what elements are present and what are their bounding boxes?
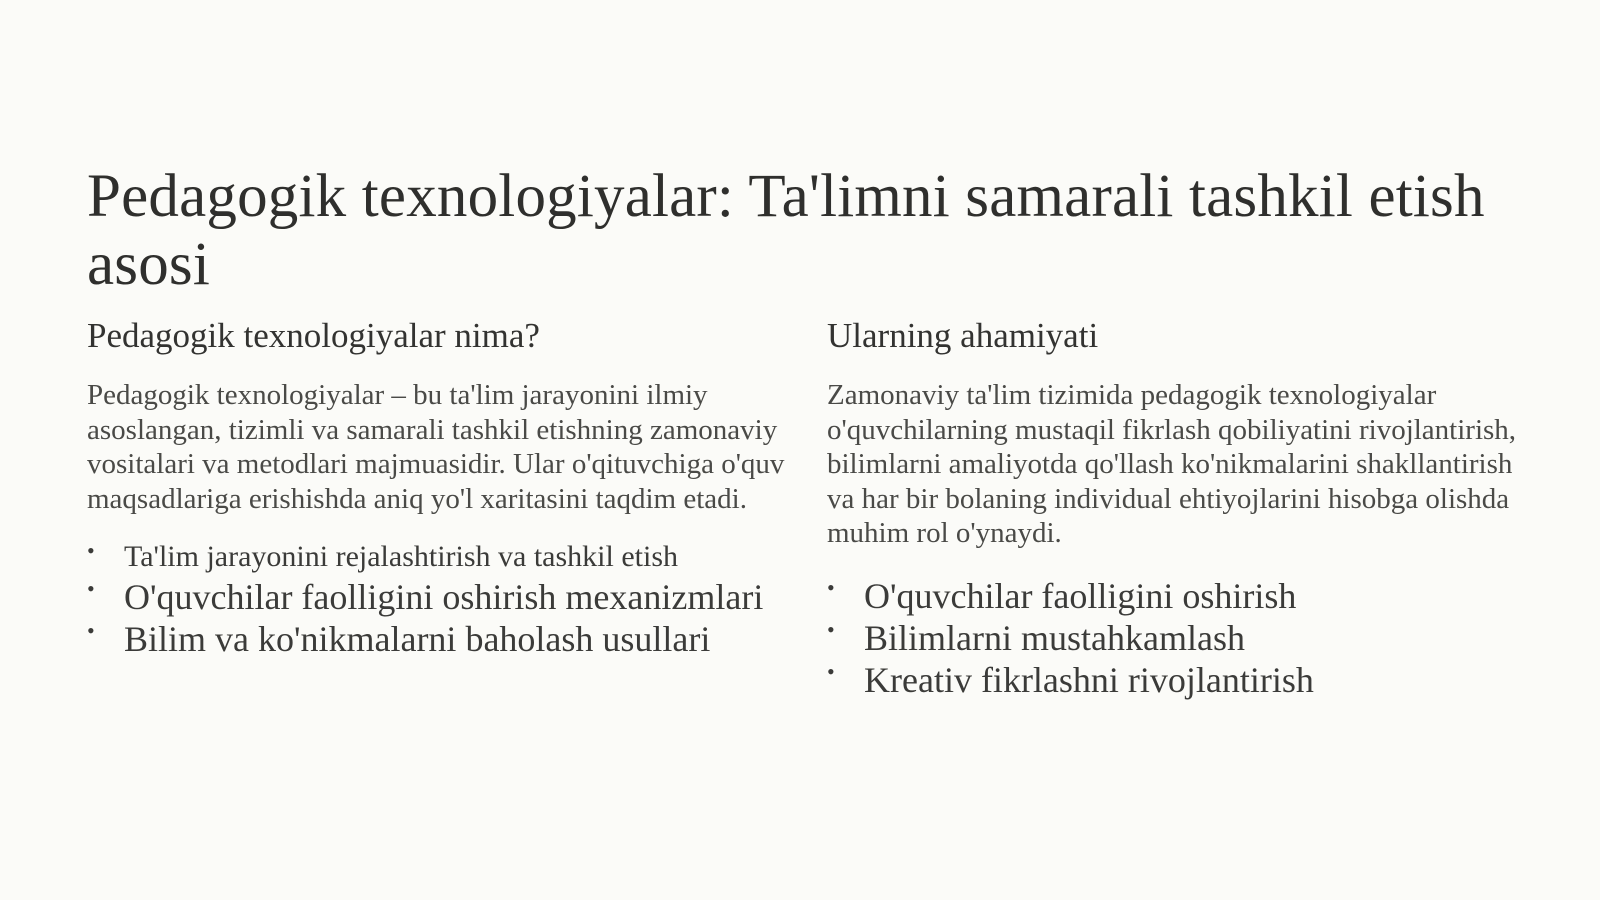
left-heading: Pedagogik texnologiyalar nima? xyxy=(87,316,540,355)
right-heading: Ularning ahamiyati xyxy=(827,316,1099,355)
bullet-icon: • xyxy=(87,576,95,601)
slide-title: Pedagogik texnologiyalar: Ta'limni samarali tashkil etish asosi xyxy=(87,163,1485,298)
list-item xyxy=(827,575,1517,617)
bullet-icon: • xyxy=(827,658,835,684)
bullet-icon: • xyxy=(87,538,95,563)
right-bullet-list xyxy=(827,575,1517,701)
left-column xyxy=(87,316,822,660)
left-bullet-list xyxy=(87,538,822,660)
list-item-text: O'quvchilar faolligini oshirish mexanizmlari xyxy=(124,577,764,617)
right-column xyxy=(827,316,1517,701)
bullet-icon: • xyxy=(827,616,835,642)
bullet-icon: • xyxy=(87,618,95,643)
list-item-text: O'quvchilar faolligini oshirish xyxy=(864,575,1297,616)
list-item-text: Bilim va ko'nikmalarni baholash usullari xyxy=(124,619,711,659)
list-item xyxy=(827,617,1517,659)
list-item xyxy=(827,659,1517,701)
list-item xyxy=(87,576,822,618)
list-item xyxy=(87,618,822,660)
bullet-icon: • xyxy=(827,574,835,600)
left-paragraph: Pedagogik texnologiyalar – bu ta'lim jarayonini ilmiy asoslangan, tizimli va samarali tashkil etishning zamonaviy vositalari va metodlari majmuasidir. Ular o'qituvchiga o'quv maqsadlariga erishishda aniq yo'l xaritasini taqdim etadi. xyxy=(87,379,785,515)
list-item-text: Bilimlarni mustahkamlash xyxy=(864,617,1245,658)
right-paragraph: Zamonaviy ta'lim tizimida pedagogik texnologiyalar o'quvchilarning mustaqil fikrlash qobiliyatini rivojlantirish, bilimlarni amaliyotda qo'llash ko'nikmalarini shakllantirish va har bir bolaning individual ehtiyojlarini hisobga olishda muhim rol o'ynaydi. xyxy=(827,379,1517,549)
list-item xyxy=(87,538,822,576)
list-item-text: Kreativ fikrlashni rivojlantirish xyxy=(864,659,1314,700)
list-item-text: Ta'lim jarayonini rejalashtirish va tashkil etish xyxy=(124,540,679,573)
